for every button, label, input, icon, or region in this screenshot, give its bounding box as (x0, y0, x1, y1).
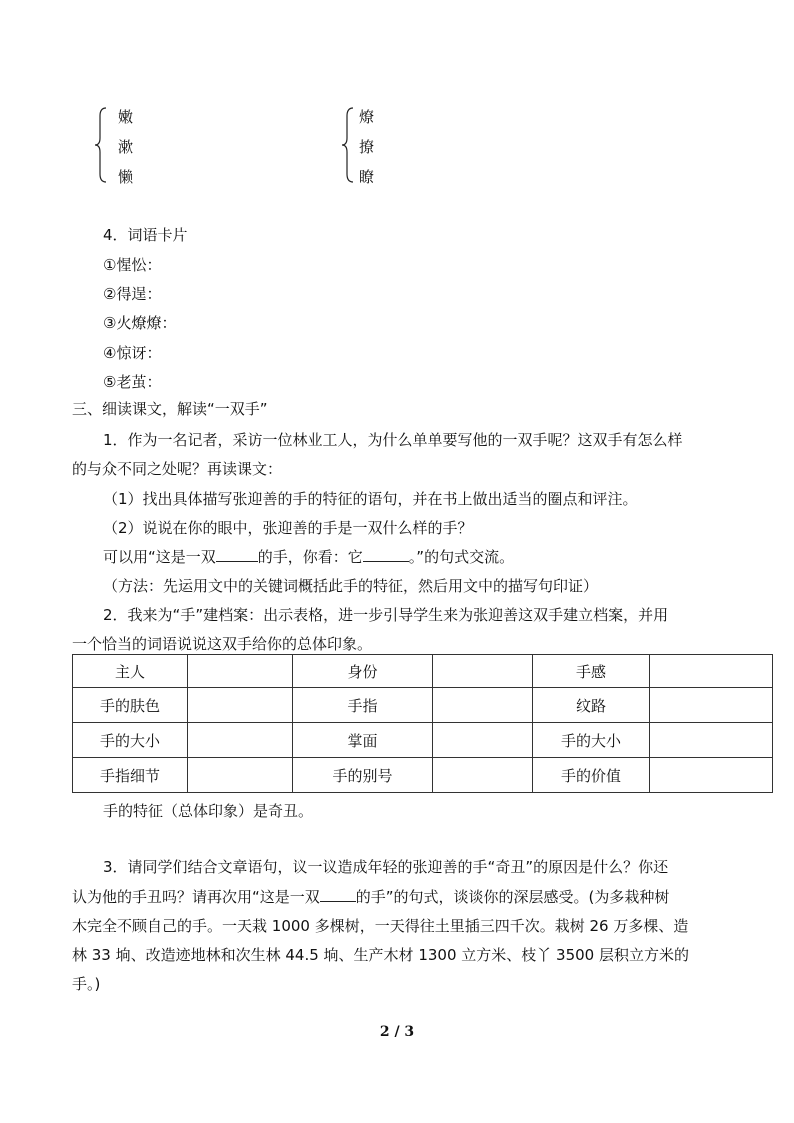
table-cell-empty[interactable] (188, 723, 293, 758)
char-right-3: 瞭 (359, 168, 375, 186)
sentence-pattern (103, 546, 514, 567)
table-row (73, 688, 773, 723)
table-row (73, 655, 773, 688)
table-cell: 手的肤色 (73, 688, 188, 723)
question3-part-b: 的手”的句式，谈谈你的深层感受。(为多栽种树 (355, 888, 670, 906)
table-cell: 手感 (533, 655, 650, 688)
char-left-1: 嫩 (118, 108, 134, 126)
table-cell: 掌面 (293, 723, 433, 758)
pattern-part-2: 的手，你看：它 (257, 548, 363, 566)
table-cell: 主人 (73, 655, 188, 688)
table-cell: 手指 (293, 688, 433, 723)
question3-line3: 木完全不顾自己的手。一天栽 1000 多棵树，一天得往土里插三四千次。栽树 26 万多棵、造 (72, 917, 689, 935)
section4-title: 4．词语卡片 (103, 226, 188, 244)
table-cell: 手的价值 (533, 758, 650, 793)
question3-line2 (72, 886, 669, 907)
table-row (73, 758, 773, 793)
question1-line1: 1．作为一名记者，采访一位林业工人，为什么单单要写他的一双手呢？这双手有怎么样 (103, 431, 683, 449)
hand-feature-summary: 手的特征（总体印象）是奇丑。 (103, 802, 314, 820)
word-card-item: ②得逞： (103, 285, 162, 303)
subquestion-2: （2）说说在你的眼中，张迎善的手是一双什么样的手？ (103, 519, 473, 537)
pattern-part-1: 可以用“这是一双 (103, 548, 216, 566)
question3-part-a: 认为他的手丑吗？请再次用“这是一双 (72, 888, 320, 906)
table-cell-empty[interactable] (188, 688, 293, 723)
page-number: 2 / 3 (379, 1024, 415, 1040)
hand-archive-table (72, 654, 773, 793)
word-card-item: ③火燎燎： (103, 314, 177, 332)
pattern-part-3: 。”的句式交流。 (408, 548, 515, 566)
left-brace (94, 106, 110, 184)
table-cell-empty[interactable] (650, 655, 773, 688)
subquestion-1: （1）找出具体描写张迎善的手的特征的语句，并在书上做出适当的圈点和评注。 (103, 490, 638, 508)
char-right-1: 燎 (359, 108, 375, 126)
question3-line5: 手。) (72, 975, 101, 993)
table-cell: 手的大小 (533, 723, 650, 758)
table-cell: 手的大小 (73, 723, 188, 758)
fill-blank (320, 887, 356, 902)
table-cell-empty[interactable] (188, 655, 293, 688)
table-cell: 身份 (293, 655, 433, 688)
word-card-item: ④惊讶： (103, 344, 162, 362)
fill-blank (216, 547, 258, 562)
question1-line2: 的与众不同之处呢？再读课文： (72, 460, 283, 478)
word-card-item: ①惺忪： (103, 256, 162, 274)
question3-line4: 林 33 垧、改造迹地林和次生林 44.5 垧、生产木材 1300 立方米、枝丫 3500 层积立方米的 (72, 946, 689, 964)
table-row (73, 723, 773, 758)
right-brace (341, 106, 357, 184)
table-cell-empty[interactable] (650, 758, 773, 793)
word-card-item: ⑤老茧： (103, 373, 162, 391)
method-note: （方法：先运用文中的关键词概括此手的特征，然后用文中的描写句印证） (103, 577, 599, 595)
question2-line1: 2．我来为“手”建档案：出示表格，进一步引导学生来为张迎善这双手建立档案，并用 (103, 606, 669, 624)
question2-line2: 一个恰当的词语说说这双手给你的总体印象。 (72, 635, 373, 653)
section3-heading: 三、细读课文，解读“一双手” (72, 400, 268, 418)
table-cell-empty[interactable] (188, 758, 293, 793)
char-left-2: 漱 (118, 138, 134, 156)
fill-blank (363, 547, 409, 562)
table-cell-empty[interactable] (433, 723, 533, 758)
char-right-2: 撩 (359, 138, 375, 156)
table-cell: 手的别号 (293, 758, 433, 793)
table-cell-empty[interactable] (433, 758, 533, 793)
table-cell-empty[interactable] (650, 723, 773, 758)
table-cell-empty[interactable] (433, 688, 533, 723)
char-left-3: 懒 (118, 168, 134, 186)
table-cell-empty[interactable] (650, 688, 773, 723)
table-cell: 手指细节 (73, 758, 188, 793)
question3-line1: 3．请同学们结合文章语句，议一议造成年轻的张迎善的手“奇丑”的原因是什么？你还 (103, 858, 669, 876)
table-cell: 纹路 (533, 688, 650, 723)
table-cell-empty[interactable] (433, 655, 533, 688)
